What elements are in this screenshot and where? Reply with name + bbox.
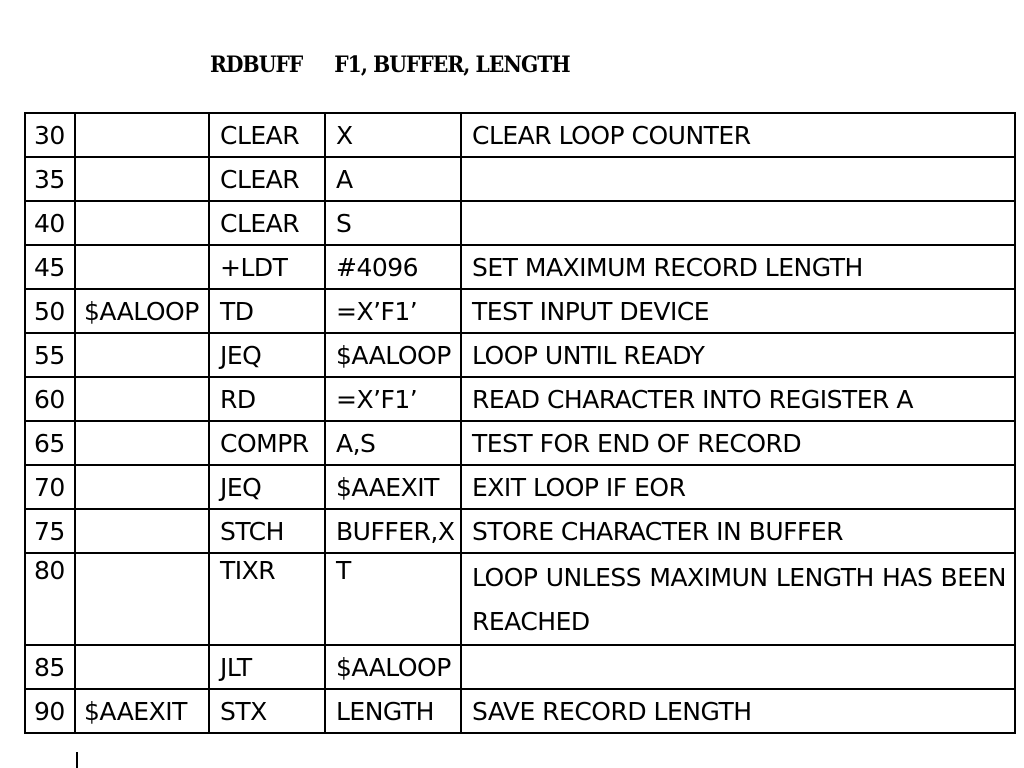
opcode-cell: RD <box>209 377 325 421</box>
label-cell: $AALOOP <box>75 289 209 333</box>
table-row <box>25 465 1015 509</box>
opcode-cell: CLEAR <box>209 201 325 245</box>
comment-cell: SAVE RECORD LENGTH <box>461 689 1015 733</box>
table-row <box>25 377 1015 421</box>
operand-cell: =X’F1’ <box>325 377 461 421</box>
line-number-cell: 80 <box>25 553 75 645</box>
line-number-cell: 70 <box>25 465 75 509</box>
line-number-cell: 30 <box>25 113 75 157</box>
operand-cell: A,S <box>325 421 461 465</box>
macro-header <box>210 44 570 78</box>
opcode-cell: JEQ <box>209 333 325 377</box>
label-cell <box>75 201 209 245</box>
source-listing-table <box>24 112 1016 734</box>
operand-cell: BUFFER,X <box>325 509 461 553</box>
line-number-cell: 35 <box>25 157 75 201</box>
table-row <box>25 157 1015 201</box>
line-number-cell: 55 <box>25 333 75 377</box>
label-cell <box>75 421 209 465</box>
comment-cell: TEST INPUT DEVICE <box>461 289 1015 333</box>
table-row <box>25 553 1015 645</box>
label-cell <box>75 465 209 509</box>
table-row <box>25 645 1015 689</box>
line-number-cell: 45 <box>25 245 75 289</box>
label-cell <box>75 333 209 377</box>
comment-cell <box>461 201 1015 245</box>
line-number-cell: 85 <box>25 645 75 689</box>
text-cursor-mark <box>76 752 78 768</box>
opcode-cell: JEQ <box>209 465 325 509</box>
operand-cell: T <box>325 553 461 645</box>
opcode-cell: TIXR <box>209 553 325 645</box>
opcode-cell: CLEAR <box>209 157 325 201</box>
line-number-cell: 60 <box>25 377 75 421</box>
table-row <box>25 201 1015 245</box>
table-row <box>25 689 1015 733</box>
opcode-cell: TD <box>209 289 325 333</box>
macro-name: RDBUFF <box>210 52 303 78</box>
opcode-cell: CLEAR <box>209 113 325 157</box>
comment-cell: READ CHARACTER INTO REGISTER A <box>461 377 1015 421</box>
label-cell <box>75 113 209 157</box>
label-cell <box>75 245 209 289</box>
operand-cell: $AAEXIT <box>325 465 461 509</box>
line-number-cell: 90 <box>25 689 75 733</box>
comment-cell: TEST FOR END OF RECORD <box>461 421 1015 465</box>
opcode-cell: JLT <box>209 645 325 689</box>
opcode-cell: COMPR <box>209 421 325 465</box>
label-cell <box>75 509 209 553</box>
operand-cell: =X’F1’ <box>325 289 461 333</box>
label-cell <box>75 645 209 689</box>
label-cell <box>75 157 209 201</box>
operand-cell: S <box>325 201 461 245</box>
comment-cell <box>461 645 1015 689</box>
comment-cell: SET MAXIMUM RECORD LENGTH <box>461 245 1015 289</box>
line-number-cell: 40 <box>25 201 75 245</box>
comment-cell <box>461 157 1015 201</box>
operand-cell: LENGTH <box>325 689 461 733</box>
operand-cell: $AALOOP <box>325 645 461 689</box>
opcode-cell: STX <box>209 689 325 733</box>
table-row <box>25 289 1015 333</box>
comment-cell: LOOP UNTIL READY <box>461 333 1015 377</box>
label-cell: $AAEXIT <box>75 689 209 733</box>
line-number-cell: 65 <box>25 421 75 465</box>
comment-cell: LOOP UNLESS MAXIMUN LENGTH HAS BEEN REACHED <box>461 553 1015 645</box>
opcode-cell: +LDT <box>209 245 325 289</box>
operand-cell: #4096 <box>325 245 461 289</box>
opcode-cell: STCH <box>209 509 325 553</box>
label-cell <box>75 553 209 645</box>
macro-parameters: F1, BUFFER, LENGTH <box>334 52 570 78</box>
line-number-cell: 75 <box>25 509 75 553</box>
comment-cell: CLEAR LOOP COUNTER <box>461 113 1015 157</box>
comment-cell: STORE CHARACTER IN BUFFER <box>461 509 1015 553</box>
table-row <box>25 113 1015 157</box>
operand-cell: $AALOOP <box>325 333 461 377</box>
table-row <box>25 333 1015 377</box>
table-row <box>25 509 1015 553</box>
operand-cell: X <box>325 113 461 157</box>
label-cell <box>75 377 209 421</box>
comment-cell: EXIT LOOP IF EOR <box>461 465 1015 509</box>
table-row <box>25 421 1015 465</box>
table-row <box>25 245 1015 289</box>
operand-cell: A <box>325 157 461 201</box>
line-number-cell: 50 <box>25 289 75 333</box>
